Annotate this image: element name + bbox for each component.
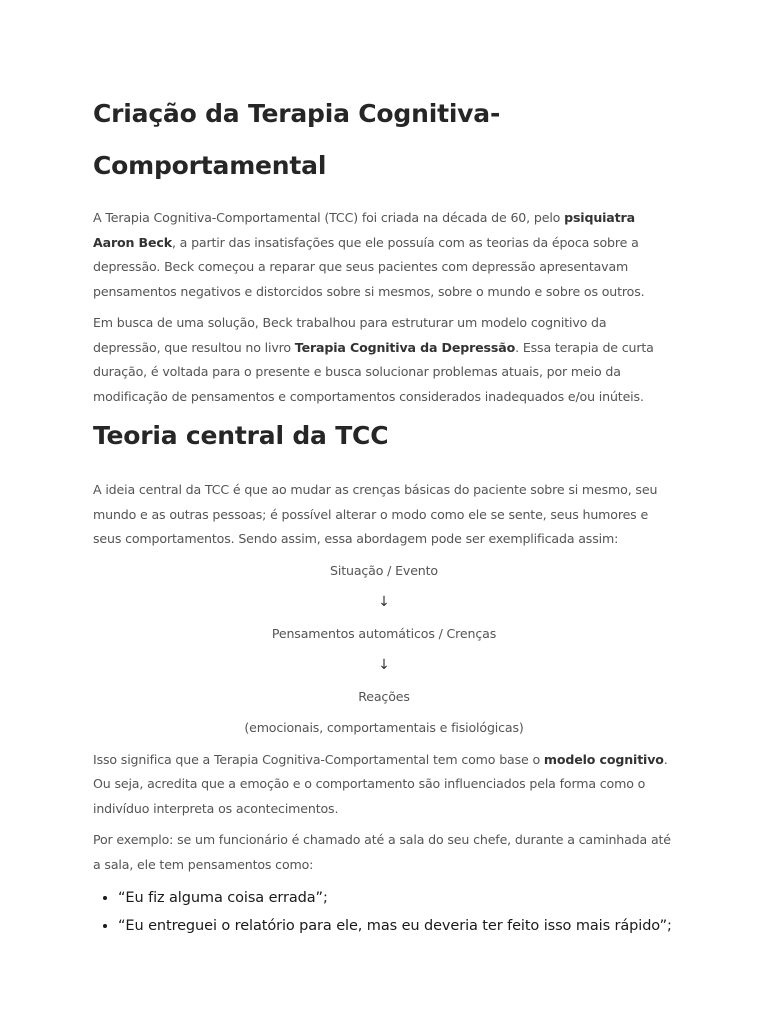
down-arrow-icon: ↓ — [378, 657, 390, 673]
bold-text: Terapia Cognitiva da Depressão — [294, 339, 516, 355]
paragraph-text: . Essa terapia de curta duração, é voltada para o presente e busca solucionar problemas atuais, por meio da modificação de pensamentos e comportamentos considerados inadequados e/ou inúteis. — [93, 339, 654, 404]
document-content — [93, 88, 675, 940]
paragraph-solution — [93, 311, 675, 409]
heading-line-1: Criação da Terapia Cognitiva- — [93, 99, 501, 128]
paragraph-example: Por exemplo: se um funcionário é chamado até a sala do seu chefe, durante a caminhada até a sala, ele tem pensamentos como: — [93, 832, 671, 872]
paragraph-cognitive-model — [93, 748, 675, 822]
paragraph-central-idea: A ideia central da TCC é que ao mudar as crenças básicas do paciente sobre si mesmo, seu mundo e as outras pessoas; é possível alterar o modo como ele se sente, seus humores e seus comportamentos. Sendo assim, essa abordagem pode ser exemplificada assim: — [93, 482, 658, 546]
section-heading-criacao — [93, 88, 675, 192]
paragraph-intro — [93, 206, 675, 304]
down-arrow-icon: ↓ — [378, 594, 390, 610]
flow-step-reactions: Reações — [358, 688, 410, 704]
list-item: • “Eu fiz alguma coisa errada”; — [118, 884, 675, 912]
paragraph-text: , a partir das insatisfações que ele possuía com as teorias da época sobre a depressão. Beck começou a reparar que seus pacientes com depressão apresentavam pensamentos negativos e distorcidos sobre si mesmos, sobre o mundo e sobre os outros. — [93, 234, 645, 299]
section-heading-teoria: Teoria central da TCC — [93, 421, 389, 450]
paragraph-text: A Terapia Cognitiva-Comportamental (TCC) foi criada na década de 60, pelo — [93, 210, 565, 225]
bold-text: modelo cognitivo — [543, 751, 664, 767]
thought-examples-list — [93, 884, 675, 940]
cognitive-flow — [93, 559, 675, 741]
list-item: • “Eu entreguei o relatório para ele, mas eu deveria ter feito isso mais rápido”; — [118, 912, 675, 940]
paragraph-text: Em busca de uma solução, Beck trabalhou para estruturar um modelo cognitivo da depressão, que resultou no livro — [93, 315, 607, 355]
paragraph-text: . Ou seja, acredita que a emoção e o comportamento são influenciados pela forma como o indivíduo interpreta os acontecimentos. — [93, 751, 668, 816]
flow-step-situation: Situação / Evento — [330, 562, 438, 578]
heading-line-2: Comportamental — [93, 151, 327, 180]
paragraph-text: Isso significa que a Terapia Cognitiva-Comportamental tem como base o — [93, 751, 544, 767]
bold-text: psiquiatra Aaron Beck — [93, 210, 635, 250]
flow-step-reactions-detail: (emocionais, comportamentais e fisiológicas) — [244, 720, 524, 735]
flow-step-thoughts: Pensamentos automáticos / Crenças — [271, 625, 497, 641]
